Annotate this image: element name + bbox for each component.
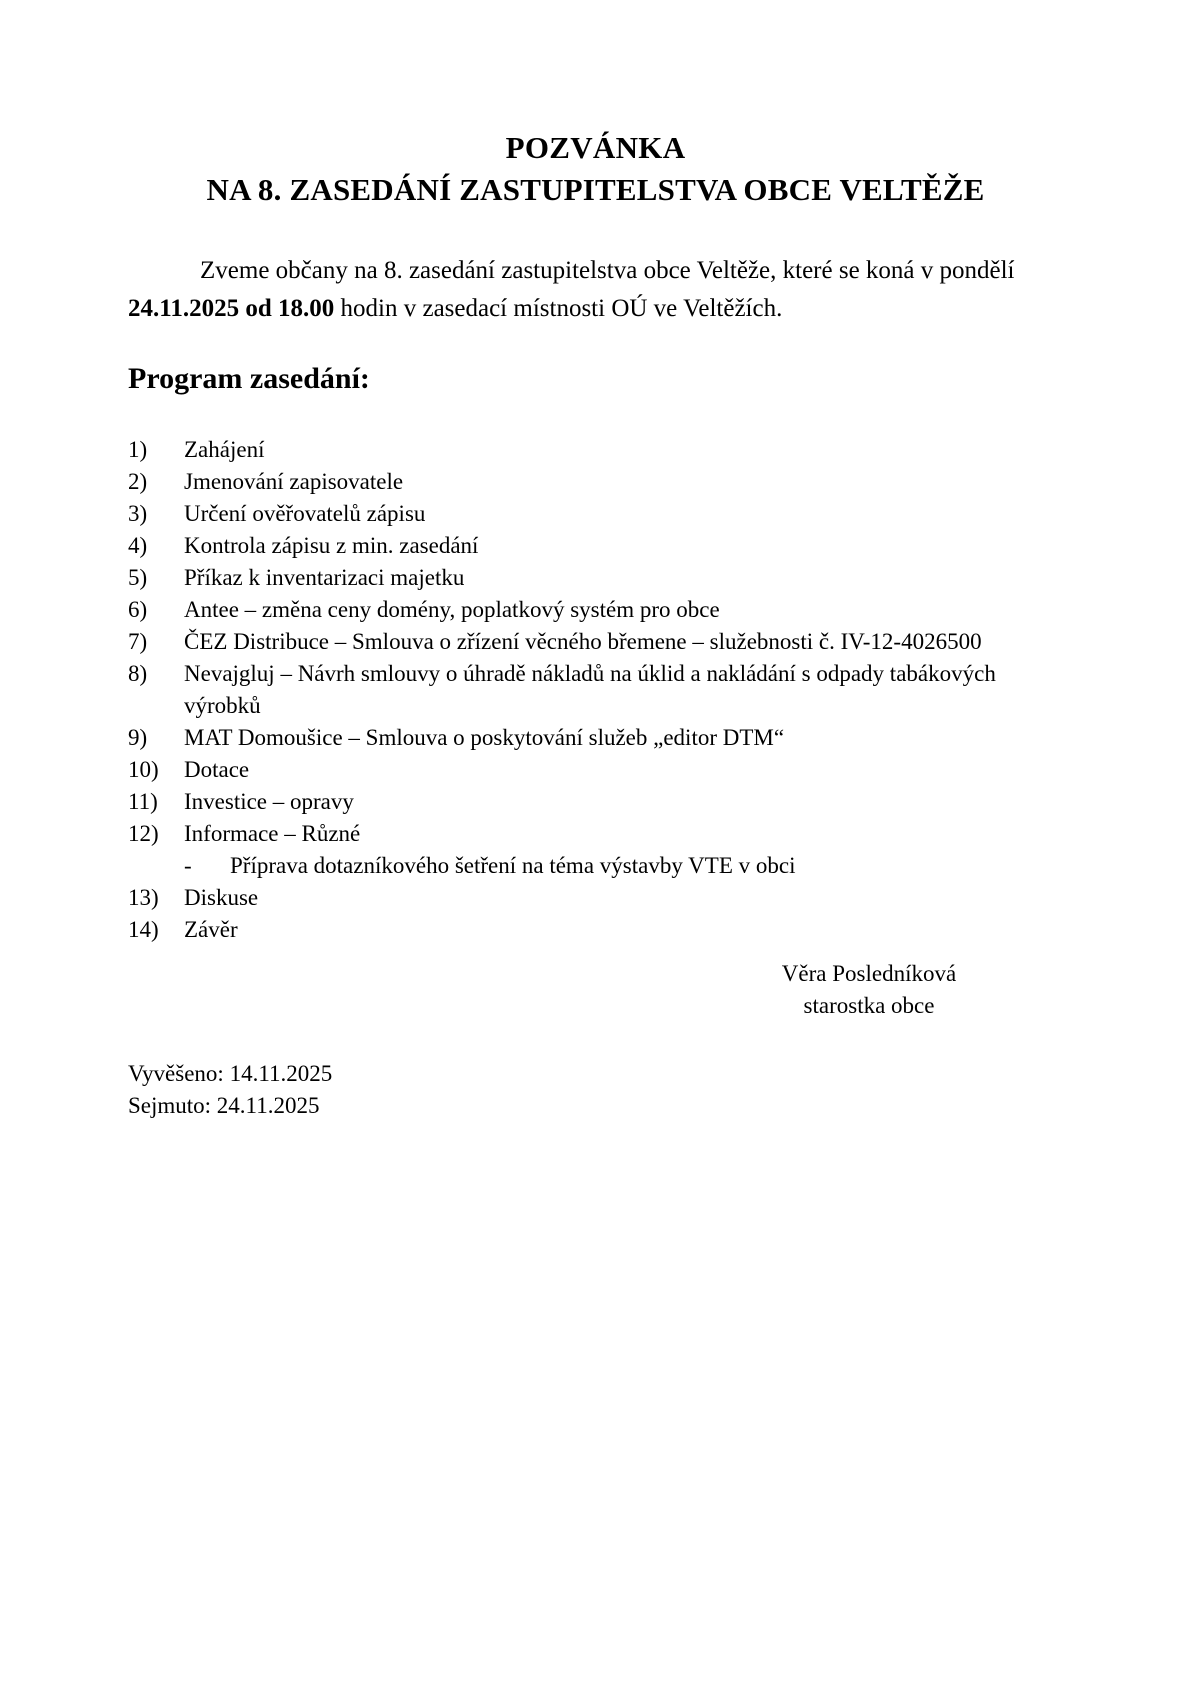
list-item-number: 9) [128, 725, 148, 750]
list-item-label: Zahájení [184, 437, 265, 462]
list-item [128, 466, 1063, 498]
list-subitem-dash: - [184, 853, 192, 878]
list-item [128, 594, 1063, 626]
list-item-label: Dotace [184, 757, 250, 782]
signature-block [674, 958, 1064, 1022]
list-item-number: 6) [128, 597, 148, 622]
list-item [128, 754, 1063, 786]
list-item-label: Kontrola zápisu z min. zasedání [184, 533, 479, 558]
list-item-label: MAT Domoušice – Smlouva o poskytování služeb „editor DTM“ [184, 725, 785, 750]
list-item-number: 2) [128, 469, 148, 494]
intro-paragraph [128, 252, 1063, 328]
list-item [128, 818, 1063, 850]
program-heading: Program zasedání: [128, 362, 370, 395]
list-item-label: ČEZ Distribuce – Smlouva o zřízení věcného břemene – služebnosti č. IV-12-4026500 [184, 629, 982, 654]
list-item-label: Nevajgluj – Návrh smlouvy o úhradě nákladů na úklid a nakládání s odpady tabákových výrobků [184, 661, 996, 718]
document-title-block [128, 128, 1063, 212]
list-item-label: Příkaz k inventarizaci majetku [184, 565, 465, 590]
list-item-label: Diskuse [184, 885, 259, 910]
page-title-line-1: POZVÁNKA [505, 130, 686, 165]
list-item-number: 3) [128, 501, 148, 526]
list-item [128, 562, 1063, 594]
list-subitem [184, 850, 1063, 882]
list-item [128, 722, 1063, 754]
signatory-name: Věra Posledníková [781, 961, 957, 986]
list-item-label: Informace – Různé [184, 821, 361, 846]
list-item-number: 10) [128, 757, 159, 782]
list-item-label: Jmenování zapisovatele [184, 469, 404, 494]
list-item [128, 658, 1063, 722]
intro-text-part-2: hodin v zasedací místnosti OÚ ve Veltěžích. [334, 295, 783, 322]
posting-dates [128, 1058, 332, 1122]
list-item-number: 1) [128, 437, 148, 462]
removed-date: Sejmuto: 24.11.2025 [128, 1093, 320, 1118]
list-item [128, 498, 1063, 530]
list-item-label: Závěr [184, 917, 238, 942]
list-item-label: Antee – změna ceny domény, poplatkový systém pro obce [184, 597, 720, 622]
list-item-number: 4) [128, 533, 148, 558]
intro-text-part-1: Zveme občany na 8. zasedání zastupitelstva obce Veltěže, které se koná v pondělí [200, 257, 1015, 284]
page-title-line-2: NA 8. ZASEDÁNÍ ZASTUPITELSTVA OBCE VELTĚŽE [206, 172, 985, 207]
signatory-role: starostka obce [803, 993, 935, 1018]
list-item-number: 12) [128, 821, 159, 846]
list-item [128, 914, 1063, 946]
list-item [128, 434, 1063, 466]
intro-datetime-bold: 24.11.2025 od 18.00 [128, 295, 335, 322]
list-item-number: 7) [128, 629, 148, 654]
list-item [128, 786, 1063, 818]
list-item-number: 13) [128, 885, 159, 910]
list-item-number: 5) [128, 565, 148, 590]
list-item-number: 8) [128, 661, 148, 686]
list-item-label: Určení ověřovatelů zápisu [184, 501, 426, 526]
list-item [128, 626, 1063, 658]
list-item-number: 11) [128, 789, 158, 814]
list-item [128, 882, 1063, 914]
list-item [128, 530, 1063, 562]
posted-date: Vyvěšeno: 14.11.2025 [128, 1061, 333, 1086]
list-item-number: 14) [128, 917, 159, 942]
document-body [128, 128, 1063, 1118]
list-subitem-label: Příprava dotazníkového šetření na téma výstavby VTE v obci [230, 853, 796, 878]
program-list [128, 434, 1063, 946]
list-item-label: Investice – opravy [184, 789, 354, 814]
